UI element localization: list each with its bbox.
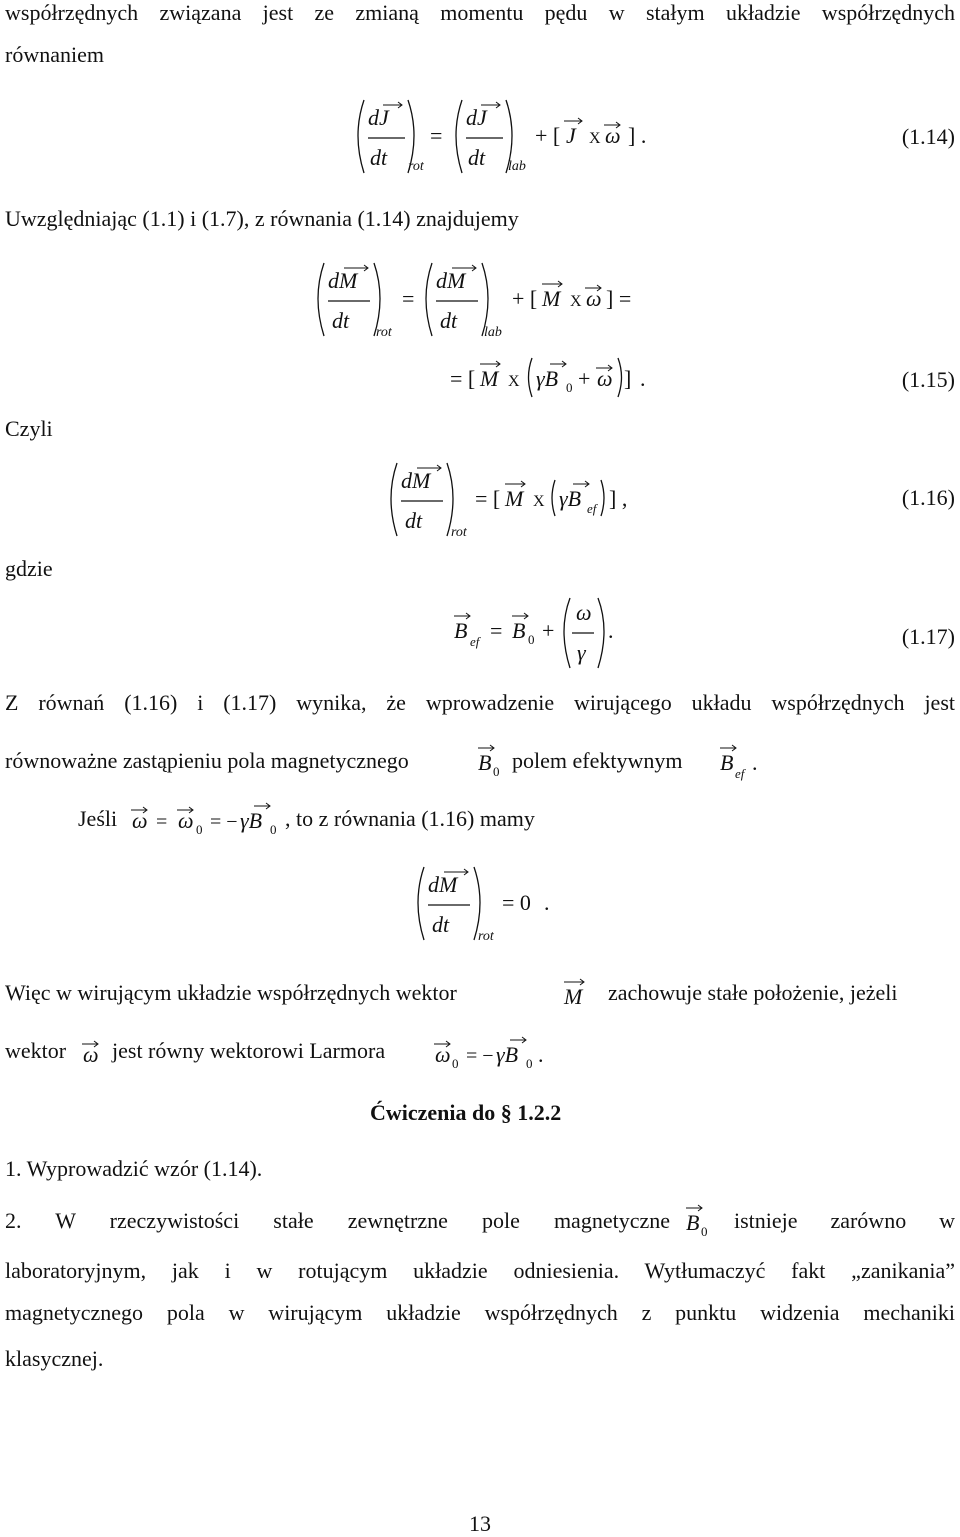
paragraph-1-line-2a: równoważne zastąpieniu pola magnetycznego: [5, 748, 409, 773]
svg-text:J: J: [566, 123, 576, 148]
svg-text:rot: rot: [451, 525, 467, 540]
paragraph-1-line-2b: polem efektywnym: [512, 748, 683, 773]
exercise-2-line-4: klasycznej.: [5, 1346, 104, 1371]
svg-text:B: B: [478, 750, 492, 775]
svg-text:dJ: dJ: [368, 105, 389, 130]
svg-text:0: 0: [566, 380, 573, 395]
svg-text:ef: ef: [470, 634, 480, 649]
exercises-title: Ćwiczenia do § 1.2.2: [370, 1100, 562, 1125]
paragraph-1-line-1: Z równań (1.16) i (1.17) wynika, że wprowadzenie wirującego układu współrzędnych jest: [5, 690, 955, 715]
svg-text:=: =: [402, 286, 415, 311]
svg-text:ω: ω: [605, 123, 621, 148]
svg-text:ω: ω: [586, 286, 602, 311]
svg-text:B: B: [512, 618, 526, 643]
svg-text:0: 0: [701, 1224, 708, 1239]
svg-text:] =: ] =: [606, 286, 632, 311]
svg-text:M: M: [480, 366, 499, 391]
svg-text:=: =: [430, 123, 443, 148]
svg-text:lab: lab: [508, 159, 526, 174]
svg-text:dt: dt: [370, 145, 388, 170]
equation-number-1-16: (1.16): [901, 485, 955, 510]
svg-text:ef: ef: [587, 501, 597, 516]
svg-text:.: .: [544, 890, 550, 915]
svg-text:ω: ω: [178, 808, 194, 833]
exercise-2-line-1b: istnieje zarówno w: [734, 1208, 955, 1233]
equation-1-15-row2: [450, 352, 670, 402]
svg-text:M: M: [505, 486, 524, 511]
svg-text:+: +: [578, 366, 591, 391]
svg-text:.: .: [640, 366, 646, 391]
svg-text:.: .: [752, 750, 758, 775]
svg-text:] .: ] .: [628, 123, 647, 148]
exercise-2-line-1a: 2. W rzeczywistości stałe zewnętrzne pole magnetyczne: [5, 1208, 670, 1233]
svg-text:dt: dt: [332, 308, 350, 333]
exercise-2-line-3: magnetycznego pola w wirującym układzie współrzędnych z punktu widzenia mechaniki: [5, 1300, 955, 1325]
svg-text:+ [: + [: [535, 123, 561, 148]
svg-text:dJ: dJ: [466, 105, 487, 130]
text-line-1: współrzędnych związana jest ze zmianą momentu pędu w stałym układzie współrzędnych: [5, 0, 955, 25]
jesli-tail: , to z równania (1.16) mamy: [285, 806, 535, 831]
paragraph-2-line-1a: Więc w wirującym układzie współrzędnych wektor: [5, 980, 457, 1005]
svg-text:γB: γB: [240, 808, 263, 833]
svg-text:0: 0: [526, 1056, 533, 1071]
paragraph-2-line-1b: zachowuje stałe położenie, jeżeli: [608, 980, 898, 1005]
svg-text:X: X: [589, 130, 601, 147]
label-gdzie: gdzie: [5, 556, 53, 581]
svg-text:γB: γB: [559, 486, 582, 511]
equation-number-1-14: (1.14): [901, 124, 955, 149]
svg-text:dt: dt: [405, 508, 423, 533]
svg-text:ω: ω: [576, 600, 592, 625]
svg-text:]: ]: [624, 366, 632, 391]
label-jesli: Jeśli: [78, 806, 118, 831]
svg-text:= [: = [: [475, 486, 501, 511]
svg-text:B: B: [454, 618, 468, 643]
svg-text:ω: ω: [83, 1042, 99, 1067]
symbol-M-inline: [562, 972, 594, 1012]
svg-text:M: M: [564, 984, 583, 1009]
svg-text:] ,: ] ,: [609, 486, 628, 511]
label-czyli: Czyli: [5, 416, 53, 441]
svg-text:=: =: [490, 618, 503, 643]
paragraph-2-line-2b: jest równy wektorowi Larmora: [112, 1038, 386, 1063]
svg-text:0: 0: [452, 1056, 459, 1071]
svg-text:dt: dt: [432, 912, 450, 937]
paragraph-2-line-2a: wektor: [5, 1038, 67, 1063]
svg-text:.: .: [538, 1042, 544, 1067]
svg-text:lab: lab: [484, 325, 502, 340]
svg-text:= −: = −: [210, 811, 238, 833]
svg-text:= 0: = 0: [502, 890, 531, 915]
svg-text:0: 0: [493, 764, 500, 779]
svg-text:0: 0: [196, 822, 203, 837]
svg-text:rot: rot: [478, 929, 494, 944]
page-number: 13: [469, 1511, 491, 1536]
svg-text:0: 0: [270, 822, 277, 837]
text-line-2: równaniem: [5, 42, 104, 67]
equation-larmor-inline: [432, 1032, 562, 1074]
svg-text:M: M: [542, 286, 561, 311]
svg-text:dt: dt: [440, 308, 458, 333]
svg-text:ω: ω: [132, 808, 148, 833]
svg-text:γB: γB: [496, 1042, 519, 1067]
svg-text:dM: dM: [436, 268, 466, 293]
symbol-B0-inline: [476, 740, 506, 780]
svg-text:=: =: [156, 811, 168, 833]
svg-text:rot: rot: [376, 325, 392, 340]
svg-text:dt: dt: [468, 145, 486, 170]
svg-text:dM: dM: [428, 872, 458, 897]
equation-1-16: [383, 458, 643, 543]
equation-dM-dt-zero: [410, 862, 570, 947]
equation-number-1-17: (1.17): [901, 624, 955, 649]
svg-text:= [: = [: [450, 366, 476, 391]
equation-1-15-row1: [310, 258, 640, 343]
svg-text:dM: dM: [328, 268, 358, 293]
exercise-1: 1. Wyprowadzić wzór (1.14).: [5, 1156, 263, 1181]
svg-text:X: X: [570, 293, 582, 310]
equation-number-1-15: (1.15): [901, 367, 955, 392]
symbol-omega-inline: [80, 1032, 104, 1072]
svg-text:dM: dM: [401, 468, 431, 493]
symbol-B0-exercise: [684, 1200, 716, 1240]
svg-text:X: X: [533, 493, 545, 510]
text-line-3: Uwzględniając (1.1) i (1.7), z równania (1.14) znajdujemy: [5, 206, 519, 231]
svg-text:γB: γB: [536, 366, 559, 391]
svg-text:X: X: [508, 373, 520, 390]
equation-larmor-condition: [130, 798, 290, 840]
equation-1-17: [450, 590, 620, 675]
svg-text:.: .: [608, 618, 614, 643]
svg-text:B: B: [720, 750, 734, 775]
svg-text:γ: γ: [577, 640, 586, 665]
svg-text:= −: = −: [466, 1045, 494, 1067]
svg-text:ω: ω: [597, 366, 613, 391]
svg-text:+: +: [542, 618, 555, 643]
svg-text:ω: ω: [435, 1042, 451, 1067]
exercise-2-line-2: laboratoryjnym, jak i w rotującym układzie odniesienia. Wytłumaczyć fakt „zanikania”: [5, 1258, 955, 1283]
svg-text:ef: ef: [735, 766, 745, 781]
svg-text:rot: rot: [408, 159, 424, 174]
svg-text:+ [: + [: [512, 286, 538, 311]
equation-1-14: [350, 95, 680, 180]
symbol-Bef-inline: [718, 740, 768, 782]
svg-text:B: B: [686, 1210, 700, 1235]
svg-text:0: 0: [528, 632, 535, 647]
